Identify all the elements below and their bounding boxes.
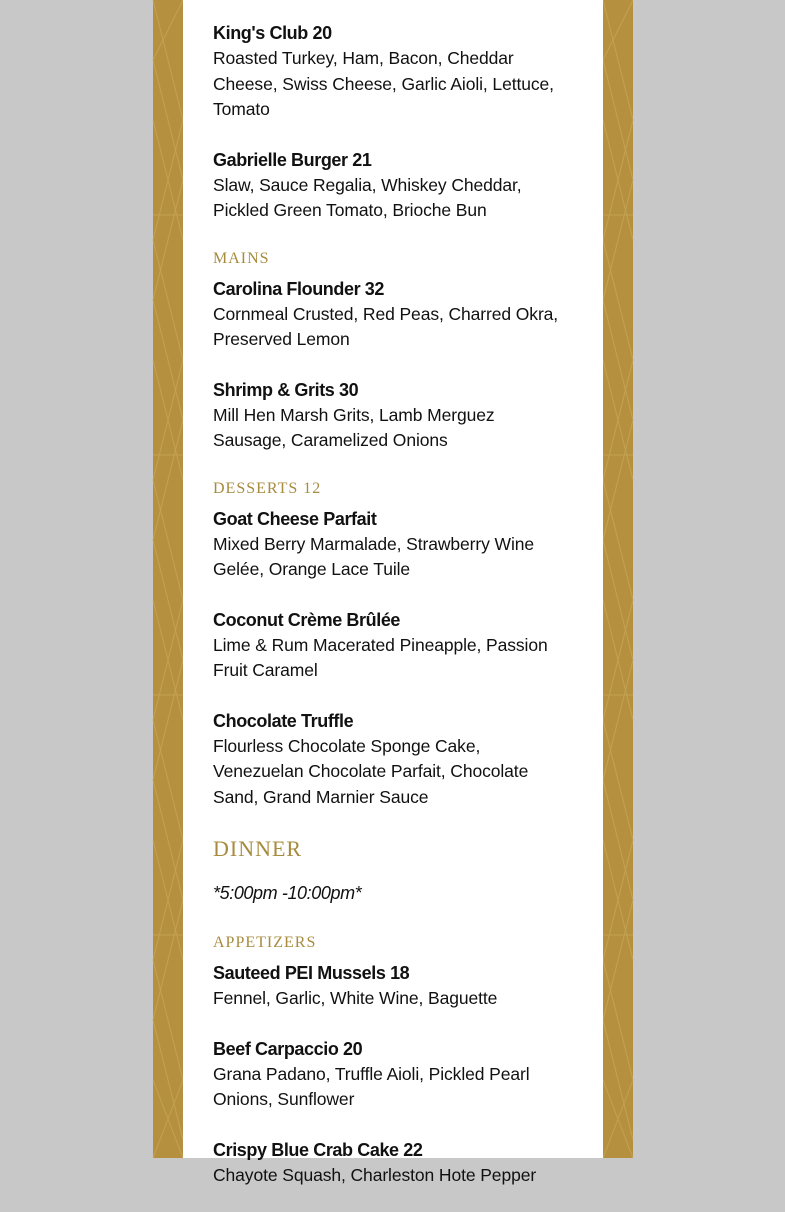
item-name: Coconut Crème Brûlée [213,609,401,630]
menu-panel [183,0,603,1185]
menu-item [213,1036,563,1113]
item-description: Chayote Squash, Charleston Hote Pepper [213,1164,537,1185]
menu-content [213,20,563,1212]
menu-item [213,506,563,583]
menu-item [213,377,563,454]
item-description: Fennel, Garlic, White Wine, Baguette [213,988,498,1008]
item-name: Crispy Blue Crab Cake 22 [213,1139,423,1160]
section-heading-desserts: DESSERTS 12 [213,479,322,497]
item-description: Cornmeal Crusted, Red Peas, Charred Okra, Preserved Lemon [213,303,559,349]
menu-item [213,607,563,684]
item-name: Gabrielle Burger 21 [213,149,372,170]
section-heading-appetizers: APPETIZERS [213,934,317,951]
item-description: Slaw, Sauce Regalia, Whiskey Cheddar, Pickled Green Tomato, Brioche Bun [213,174,522,220]
item-description: Roasted Turkey, Ham, Bacon, Cheddar Cheese, Swiss Cheese, Garlic Aioli, Lettuce, Tomato [213,48,554,119]
item-description: Grana Padano, Truffle Aioli, Pickled Pearl Onions, Sunflower [213,1063,530,1109]
menu-item [213,708,563,811]
item-description: Lime & Rum Macerated Pineapple, Passion Fruit Caramel [213,634,548,680]
menu-item [213,276,563,353]
item-description: Mixed Berry Marmalade, Strawberry Wine Gelée, Orange Lace Tuile [213,533,535,579]
section-heading-mains: MAINS [213,249,270,267]
item-name: Carolina Flounder 32 [213,278,385,299]
item-name: Beef Carpaccio 20 [213,1038,363,1059]
item-name: King's Club 20 [213,23,332,43]
menu-item [213,20,563,123]
item-description: Flourless Chocolate Sponge Cake, Venezuelan Chocolate Parfait, Chocolate Sand, Grand Marnier Sauce [213,735,529,807]
item-description: Mill Hen Marsh Grits, Lamb Merguez Sausage, Caramelized Onions [213,404,495,450]
item-name: Goat Cheese Parfait [213,508,377,529]
meal-heading-dinner: DINNER [213,836,303,861]
menu-item [213,960,563,1012]
item-name: Chocolate Truffle [213,710,354,731]
item-name: Sauteed PEI Mussels 18 [213,963,410,983]
dinner-hours: *5:00pm -10:00pm* [213,883,362,903]
item-name: Shrimp & Grits 30 [213,379,359,400]
menu-item [213,147,563,224]
menu-item [213,1137,563,1189]
